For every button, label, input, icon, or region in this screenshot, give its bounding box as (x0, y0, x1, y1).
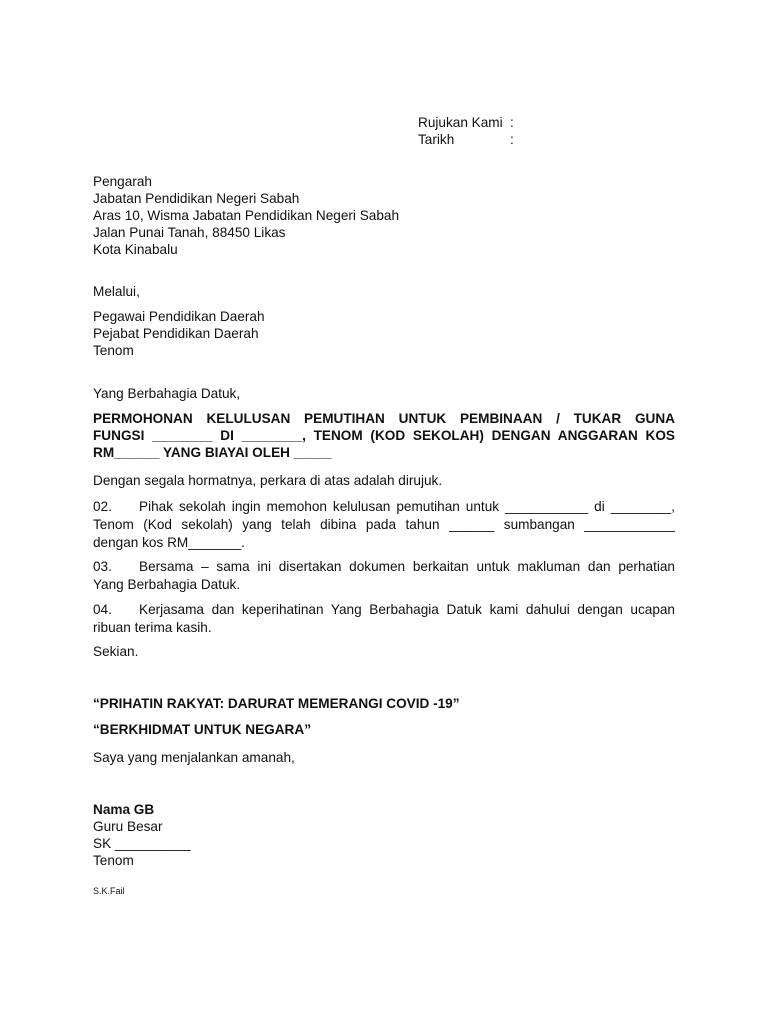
recipient-line: Kota Kinabalu (93, 242, 178, 257)
via-line: Pegawai Pendidikan Daerah (93, 309, 265, 324)
tarikh-label: Tarikh (418, 132, 455, 147)
paragraph-line (93, 498, 675, 516)
recipient-line: Aras 10, Wisma Jabatan Pendidikan Negeri Sabah (93, 208, 400, 223)
recipient-line: Jabatan Pendidikan Negeri Sabah (93, 191, 300, 206)
signoff-text: Saya yang menjalankan amanah, (93, 750, 295, 765)
paragraph-number: 03. (93, 559, 112, 574)
recipient-line: Pengarah (93, 174, 152, 189)
paragraph-line (93, 601, 675, 619)
slogan-covid: “PRIHATIN RAKYAT: DARURAT MEMERANGI COVID -19” (93, 696, 460, 711)
via-label: Melalui, (93, 284, 140, 299)
recipient-line: Jalan Punai Tanah, 88450 Likas (93, 225, 286, 240)
paragraph-text: Pihak sekolah ingin memohon kelulusan pemutihan untuk ___________ di ________, (139, 499, 675, 514)
paragraph-line: Tenom (Kod sekolah) yang telah dibina pada tahun ______ sumbangan ____________ (93, 517, 675, 532)
paragraph-line: ribuan terima kasih. (93, 620, 212, 635)
tarikh-colon: : (510, 132, 514, 147)
subject-heading (93, 410, 675, 461)
via-address (93, 308, 675, 359)
signatory-school: SK __________ (93, 836, 191, 851)
paragraph-text: Kerjasama dan keperihatinan Yang Berbahagia Datuk kami dahului dengan ucapan (139, 602, 675, 617)
signature-block (93, 801, 675, 869)
signatory-name: Nama GB (93, 802, 155, 817)
paragraph-line: dengan kos RM_______. (93, 535, 245, 550)
via-line: Pejabat Pendidikan Daerah (93, 326, 259, 341)
paragraph-number: 02. (93, 499, 112, 514)
slogan-negara: “BERKHIDMAT UNTUK NEGARA” (93, 722, 311, 737)
paragraph-03 (93, 558, 675, 594)
rujukan-label: Rujukan Kami (418, 115, 503, 130)
rujukan-colon: : (510, 115, 514, 130)
paragraph-text: Bersama – sama ini disertakan dokumen berkaitan untuk makluman dan perhatian (139, 559, 675, 574)
sk-fail-note: S.K.Fail (93, 886, 125, 896)
subject-line: FUNGSI ________ DI ________, TENOM (KOD SEKOLAH) DENGAN ANGGARAN KOS (93, 428, 675, 443)
paragraph-line (93, 558, 675, 576)
signatory-location: Tenom (93, 853, 134, 868)
signatory-title: Guru Besar (93, 819, 163, 834)
paragraph-02 (93, 498, 675, 552)
intro-paragraph: Dengan segala hormatnya, perkara di atas adalah dirujuk. (93, 473, 443, 488)
subject-line: RM______ YANG BIAYAI OLEH _____ (93, 445, 332, 460)
salutation: Yang Berbahagia Datuk, (93, 386, 241, 401)
subject-line: PERMOHONAN KELULUSAN PEMUTIHAN UNTUK PEMBINAAN / TUKAR GUNA (93, 411, 675, 426)
recipient-address (93, 173, 675, 258)
paragraph-line: Yang Berbahagia Datuk. (93, 577, 241, 592)
closing-text: Sekian. (93, 644, 139, 659)
paragraph-number: 04. (93, 602, 112, 617)
paragraph-04 (93, 601, 675, 637)
via-line: Tenom (93, 343, 134, 358)
